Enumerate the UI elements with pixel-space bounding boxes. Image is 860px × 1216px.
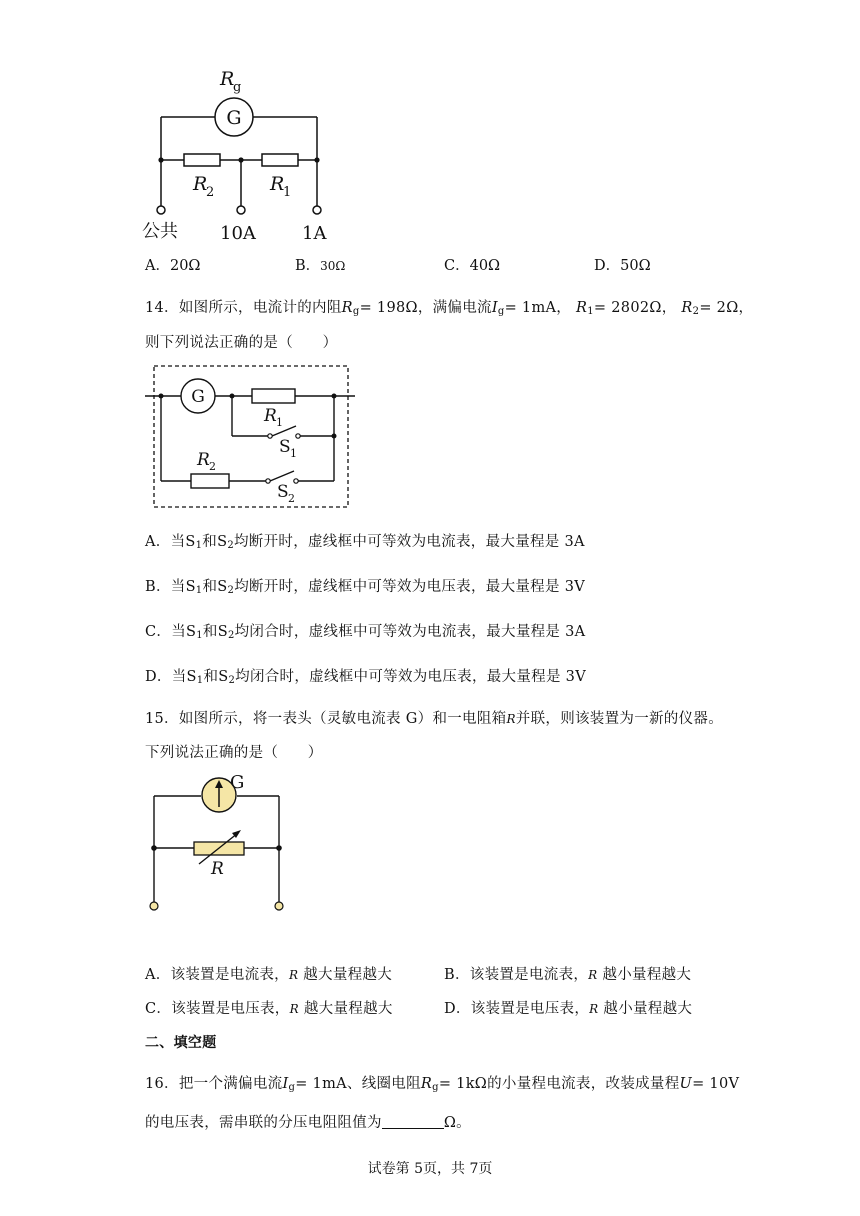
q15-option-c-letter: C． (145, 1001, 172, 1017)
q14-option-a-and: 和 (202, 534, 218, 550)
q13-rg-label: R (220, 68, 235, 90)
q14-option-c-text: 均闭合时，虚线框中可等效为电流表，最大量程是 3A (234, 624, 586, 640)
q15-question-line1: 15．如图所示，将一表头（灵敏电流表 G）和一电阻箱R并联，则该装置为一新的仪器。 (145, 711, 723, 727)
q16-text-c: = 1kΩ的小量程电流表，改装成量程 (438, 1076, 680, 1092)
q14-circuit-figure (145, 364, 355, 512)
q13-option-c-letter: C． (444, 258, 470, 274)
q14-option-d-lead: D．当 (145, 669, 187, 685)
q15-option-a[interactable]: A．该装置是电流表，R 越大量程越大 (145, 967, 393, 983)
q15-option-b-tail: 越小量程越大 (602, 967, 692, 983)
q14-r2-sub: 2 (209, 460, 216, 473)
q14-option-c[interactable]: C．当$S_1$和$S_2$均闭合时，虚线框中可等效为电流表，最大量程是 3A (145, 624, 586, 641)
q14-g-label: G (191, 387, 205, 407)
q13-option-a-letter: A． (145, 258, 170, 274)
q14-option-b-text: 均断开时，虚线框中可等效为电压表，最大量程是 3V (234, 579, 585, 595)
q15-circuit-figure (140, 768, 300, 918)
q15-option-c-text: 该装置是电压表， (171, 1001, 290, 1017)
q14-option-d-text: 均闭合时，虚线框中可等效为电压表，最大量程是 3V (235, 669, 586, 685)
q15-option-c-tail: 越大量程越大 (303, 1001, 393, 1017)
q16-line2-unit: Ω。 (443, 1115, 471, 1131)
q13-r2-sub: 2 (206, 185, 215, 200)
q13-circuit-figure (140, 60, 360, 245)
q14-r2-label: R (197, 450, 210, 470)
q14-s1-label: S (279, 437, 291, 457)
q14-option-d[interactable]: D．当$S_1$和$S_2$均闭合时，虚线框中可等效为电压表，最大量程是 3V (145, 669, 586, 686)
q15-option-a-text: 该装置是电流表， (170, 967, 289, 983)
q14-option-a-text: 均断开时，虚线框中可等效为电流表，最大量程是 3A (234, 534, 585, 550)
q15-option-b[interactable]: B．该装置是电流表，R 越小量程越大 (444, 967, 692, 983)
q13-terminal-1a: 1A (302, 223, 327, 244)
q13-terminal-common: 公共 (142, 221, 178, 242)
q13-option-d-text: 50Ω (620, 258, 651, 274)
q15-option-c[interactable]: C．该装置是电压表，R 越大量程越大 (145, 1001, 393, 1017)
q15-option-d-letter: D． (444, 1001, 471, 1017)
q15-r-label: R (211, 859, 224, 879)
q14-option-b-lead: B．当 (145, 579, 186, 595)
q13-option-a-text: 20Ω (169, 258, 201, 274)
q14-option-a-lead: A．当 (145, 534, 186, 550)
q13-terminal-10a: 10A (220, 223, 256, 244)
q14-s2-sub: 2 (288, 492, 295, 505)
q13-option-c[interactable] (444, 254, 500, 275)
q14-s2-label: S (277, 482, 289, 502)
q16-question-line1: 16．把一个满偏电流$I_g= 1mA$、线圈电阻$R_g= 1k\Omega$的小量程电流表，改装成量程U= 10V (145, 1076, 740, 1093)
q14-r2-value: = 2Ω， (699, 300, 754, 316)
q15-option-a-tail: 越大量程越大 (303, 967, 393, 983)
q14-r1-value: = 2802Ω， (593, 300, 677, 316)
section-fill-blank-heading: 二、填空题 (145, 1035, 217, 1051)
q13-r1-sub: 1 (283, 185, 292, 200)
q13-option-a[interactable] (145, 254, 200, 275)
q13-r2-label: R (193, 173, 208, 195)
page-footer: 试卷第 5页，共 7页 (367, 1161, 493, 1177)
q15-text-a: 15．如图所示，将一表头（灵敏电流表 G）和一电阻箱 (145, 711, 507, 727)
q16-text-b: = 1mA、线圈电阻 (295, 1076, 421, 1092)
q15-option-b-letter: B． (444, 967, 470, 983)
q14-question-line1: 14．如图所示，电流计的内阻$R_g= 198\Omega$，满偏电流$I_g= 1mA$， $R_1= 2802\Omega$， $R_2= 2\Omega$， (145, 300, 754, 317)
q16-answer-blank[interactable] (382, 1114, 444, 1129)
q14-option-c-lead: C．当 (145, 624, 186, 640)
q14-option-d-and: 和 (203, 669, 219, 685)
q13-option-d[interactable] (594, 254, 651, 275)
q15-g-label: G (230, 772, 245, 793)
q14-r1-label: R (264, 406, 277, 426)
q16-text-a: 16．把一个满偏电流 (145, 1076, 283, 1092)
q13-option-b-letter: B． (295, 258, 321, 274)
q16-line2-text: 的电压表，需串联的分压电阻阻值为 (145, 1115, 382, 1131)
q13-option-b-text: 30Ω (320, 259, 346, 273)
q13-option-d-letter: D． (594, 258, 621, 274)
q15-option-b-text: 该装置是电流表， (469, 967, 589, 983)
q14-question-line2: 则下列说法正确的是（ ） (145, 335, 338, 351)
q14-option-a[interactable]: A．当$S_1$和$S_2$均断开时，虚线框中可等效为电流表，最大量程是 3A (145, 534, 585, 551)
q16-question-line2 (145, 1111, 471, 1132)
q13-option-b[interactable] (295, 254, 345, 275)
q14-option-c-and: 和 (202, 624, 218, 640)
q13-option-c-text: 40Ω (469, 258, 501, 274)
q14-rg-value: = 198Ω，满偏电流 (359, 300, 492, 316)
q14-option-b[interactable]: B．当$S_1$和$S_2$均断开时，虚线框中可等效为电压表，最大量程是 3V (145, 579, 585, 596)
q14-r1-sub: 1 (276, 416, 283, 429)
q14-option-b-and: 和 (202, 579, 218, 595)
q15-text-b: 并联，则该装置为一新的仪器。 (515, 711, 723, 727)
q13-g-label: G (226, 107, 242, 129)
q15-option-d-tail: 越小量程越大 (603, 1001, 693, 1017)
q14-ig-value: = 1mA， (504, 300, 572, 316)
q15-option-d-text: 该装置是电压表， (470, 1001, 590, 1017)
q15-question-line2: 下列说法正确的是（ ） (145, 745, 323, 761)
q14-intro: 14．如图所示，电流计的内阻 (145, 300, 342, 316)
q15-option-d[interactable]: D．该装置是电压表，R 越小量程越大 (444, 1001, 693, 1017)
q16-text-d: = 10V (692, 1076, 740, 1092)
q13-rg-sub: g (233, 80, 242, 95)
q15-option-a-letter: A． (145, 967, 171, 983)
q13-r1-label: R (270, 173, 285, 195)
q14-s1-sub: 1 (290, 447, 297, 460)
